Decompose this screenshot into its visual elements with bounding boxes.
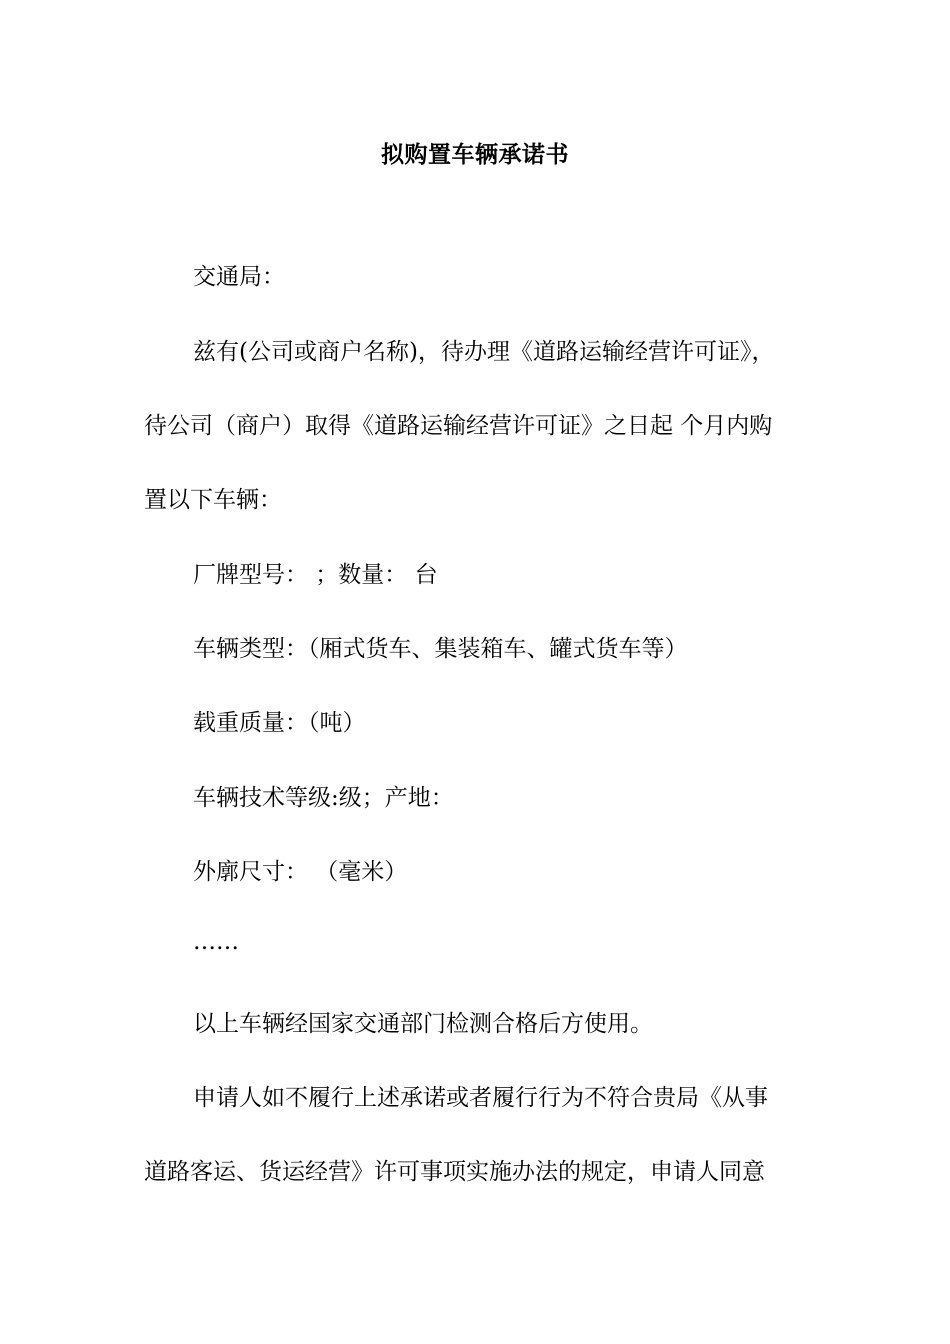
field-vehicle-type: 车辆类型：（厢式货车、集装箱车、罐式货车等） xyxy=(193,636,688,662)
paragraph3-line1: 申请人如不履行上述承诺或者履行行为不符合贵局《从事 xyxy=(193,1085,768,1111)
document-title: 拟购置车辆承诺书 xyxy=(381,141,569,168)
paragraph2: 以上车辆经国家交通部门检测合格后方使用。 xyxy=(193,1011,653,1037)
field-dimensions: 外廓尺寸： （毫米） xyxy=(193,859,408,885)
field-tech-grade: 车辆技术等级:级；产地： xyxy=(193,785,454,811)
field-brand-model: 厂牌型号： ；数量： 台 xyxy=(193,562,438,588)
paragraph1-line1: 兹有(公司或商户名称)，待办理《道路运输经营许可证》， xyxy=(193,339,775,365)
addressee: 交通局： xyxy=(193,264,285,290)
field-ellipsis: …… xyxy=(193,929,239,955)
paragraph1-line2: 待公司（商户）取得《道路运输经营许可证》之日起 个月内购 xyxy=(144,413,773,439)
paragraph3-line2: 道路客运、货运经营》许可事项实施办法的规定，申请人同意 xyxy=(144,1159,765,1185)
paragraph1-line3: 置以下车辆： xyxy=(144,487,282,513)
field-load-mass: 载重质量：（吨） xyxy=(193,710,366,736)
